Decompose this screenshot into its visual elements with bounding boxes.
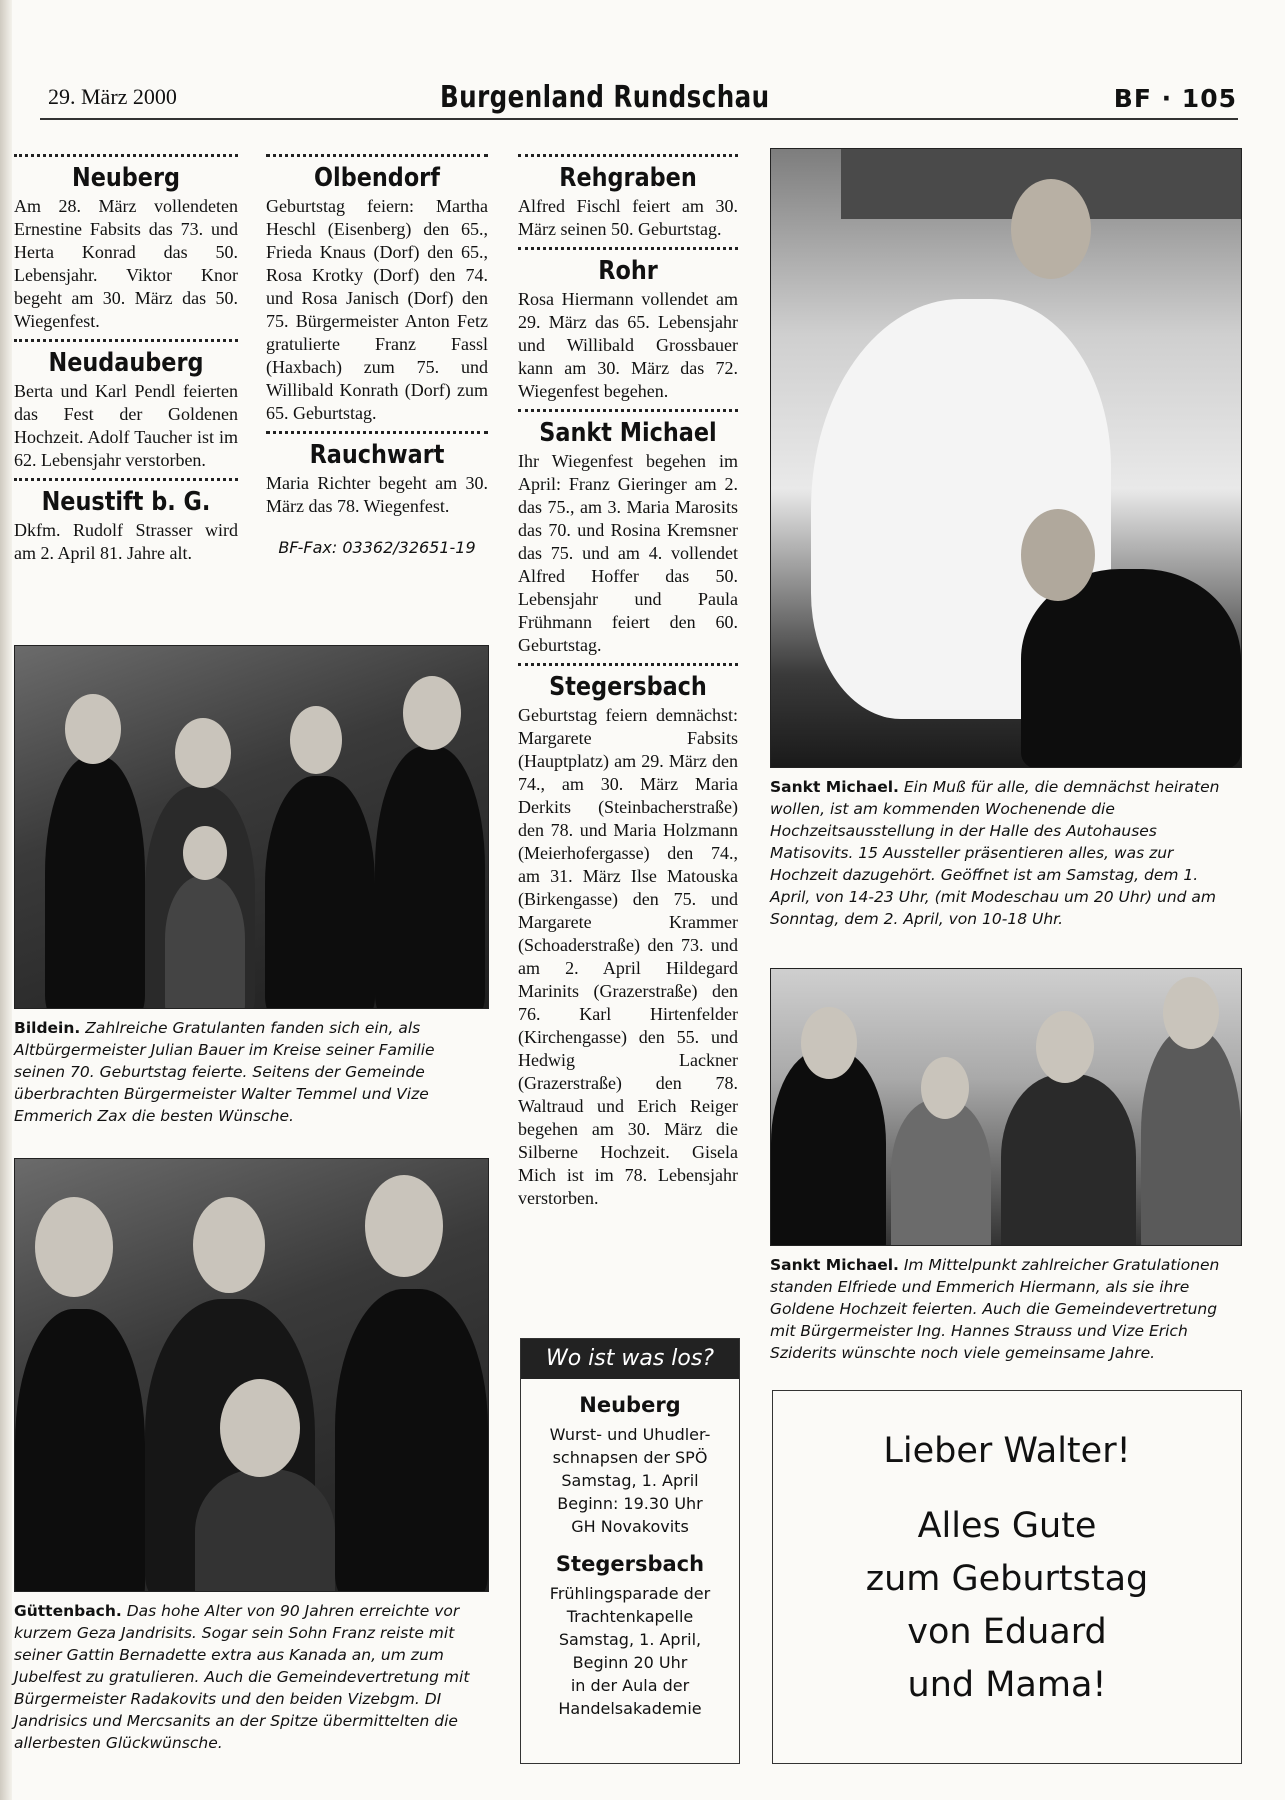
greeting-line: zum Geburtstag	[865, 1559, 1149, 1599]
events-box	[520, 1338, 740, 1764]
caption-guettenbach	[14, 1600, 487, 1754]
photo-wedding	[770, 148, 1242, 768]
section-text: Rosa Hiermann vollendet am 29. März das 65. Lebensjahr und Willibald Grossbauer kann am 30. März das 72. Wiegenfest begehen.	[518, 289, 738, 401]
page-binding-shadow	[0, 0, 12, 1800]
section-text: Berta und Karl Pendl feierten das Fest der Goldenen Hochzeit. Adolf Taucher ist im 62. Lebensjahr verstorben.	[14, 381, 238, 470]
issue-date: 29. März 2000	[48, 84, 177, 109]
section-text: Maria Richter begeht am 30. März das 78. Wiegenfest.	[266, 473, 488, 516]
section-text: Ihr Wiegenfest begehen im April: Franz Gieringer am 2. das 75., am 3. Maria Marosits das 70. und Rosina Kremsner das 75. und am 4. vollendet Alfred Hoffer das 50. Lebensjahr und Paula Frühmann feiert den 60. Geburtstag.	[518, 451, 738, 655]
greeting-line: Lieber Walter!	[883, 1431, 1131, 1471]
caption-sankt-michael-2	[770, 1254, 1240, 1364]
divider	[518, 247, 738, 250]
caption-text: Ein Muß für alle, die demnächst heiraten wollen, ist am kommenden Wochenende die Hochzeitsausstellung in der Halle des Autohauses Matisovits. 15 Aussteller präsentieren alles, was zur Hochzeit dazugehört. Geöffnet ist am Samstag, dem 1. April, von 14-23 Uhr, (mit Modeschau um 20 Uhr) und am Sonntag, dem 2. April, von 10-18 Uhr.	[770, 778, 1220, 928]
events-title: Wo ist was los?	[521, 1339, 739, 1379]
caption-place: Güttenbach.	[14, 1602, 122, 1620]
caption-text: Im Mittelpunkt zahlreicher Gratulationen standen Elfriede und Emmerich Hiermann, als sie ihre Goldene Hochzeit feierten. Auch die Gemeindevertretung mit Bürgermeister Ing. Hannes Strauss und Vize Erich Sziderits wünschte noch viele gemeinsame Jahre.	[770, 1256, 1220, 1362]
divider	[518, 154, 738, 157]
photo-golden-wedding	[770, 968, 1242, 1246]
section-heading: Stegersbach	[549, 672, 707, 702]
section-text: Dkfm. Rudolf Strasser wird am 2. April 81. Jahre alt.	[14, 520, 238, 563]
section-heading: Neuberg	[71, 163, 181, 193]
caption-text: Das hohe Alter von 90 Jahren erreichte vor kurzem Geza Jandrisits. Sogar sein Sohn Franz reiste mit seiner Gattin Bernadette extra aus Kanada an, um zum Jubelfest zu gratulieren. Auch die Gemeindevertretung mit Bürgermeister Radakovits und den beiden Vizebgm. DI Jandrisics und Mercsanits an der Spitze übermittelten die allerbesten Glückwünsche.	[14, 1602, 470, 1752]
event-text: Frühlingsparade der Trachtenkapelle Samstag, 1. April, Beginn 20 Uhr in der Aula der Handelsakademie	[549, 1584, 711, 1718]
event-place: Stegersbach	[555, 1552, 705, 1576]
section-heading: Neudauberg	[48, 348, 204, 378]
caption-place: Sankt Michael.	[770, 1256, 899, 1274]
section-heading: Rauchwart	[309, 440, 445, 470]
divider	[14, 339, 238, 342]
caption-place: Sankt Michael.	[770, 778, 899, 796]
divider	[14, 154, 238, 157]
divider	[14, 478, 238, 481]
greeting-line: Alles Gute	[917, 1506, 1097, 1546]
bf-fax: BF-Fax: 03362/32651-19	[278, 538, 476, 557]
caption-sankt-michael-1	[770, 776, 1240, 930]
event-place: Neuberg	[579, 1393, 681, 1417]
page-number: BF · 105	[1113, 84, 1237, 113]
event-text: Wurst- und Uhudler- schnapsen der SPÖ Samstag, 1. April Beginn: 19.30 Uhr GH Novakovits	[549, 1425, 711, 1536]
column-2	[266, 148, 488, 559]
divider	[518, 663, 738, 666]
section-text: Geburtstag feiern: Martha Heschl (Eisenberg) den 65., Frieda Knaus (Dorf) den 65., Rosa Krotky (Dorf) den 74. und Rosa Janisch (Dorf) den 75. Bürgermeister Anton Fetz gratulierte Franz Fassl (Haxbach) zum 75. und Willibald Konrath (Dorf) zum 65. Geburtstag.	[266, 196, 488, 423]
caption-bildein	[14, 1017, 487, 1127]
section-text: Am 28. März vollendeten Ernestine Fabsits das 73. und Herta Konrad das 50. Lebensjahr. Viktor Knor begeht am 30. März das 50. Wiegenfest.	[14, 196, 238, 331]
section-heading: Rehgraben	[559, 163, 697, 193]
photo-guettenbach	[14, 1158, 489, 1592]
column-3	[518, 148, 738, 1210]
caption-place: Bildein.	[14, 1019, 81, 1037]
newspaper-title: Burgenland Rundschau	[440, 80, 770, 115]
divider	[266, 431, 488, 434]
divider	[266, 154, 488, 157]
header-rule	[40, 118, 1238, 120]
column-1	[14, 148, 238, 565]
greeting-line: und Mama!	[907, 1665, 1107, 1705]
section-heading: Rohr	[598, 256, 658, 286]
section-heading: Olbendorf	[314, 163, 440, 193]
section-heading: Sankt Michael	[539, 418, 717, 448]
section-text: Alfred Fischl feiert am 30. März seinen 50. Geburtstag.	[518, 196, 738, 239]
section-heading: Neustift b. G.	[41, 487, 211, 517]
section-text: Geburtstag feiern demnächst: Margarete Fabsits (Hauptplatz) am 29. März den 74., am 30. März Maria Derkits (Steinbacherstraße) den 78. und Maria Holzmann (Meierhofergasse) den 74., am 31. März Ilse Matouska (Birkengasse) den 75. und Margarete Krammer (Schoaderstraße) den 73. und am 2. April Hildegard Marinits (Grazerstraße) den 76. Karl Hirtenfelder (Kirchengasse) den 55. und Hedwig Lackner (Grazerstraße) den 78. Waltraud und Erich Reiger begehen am 30. März die Silberne Hochzeit. Gisela Mich ist im 78. Lebensjahr verstorben.	[518, 705, 738, 1208]
greeting-line: von Eduard	[907, 1612, 1107, 1652]
caption-text: Zahlreiche Gratulanten fanden sich ein, als Altbürgermeister Julian Bauer im Kreise seiner Familie seinen 70. Geburtstag feierte. Seitens der Gemeinde überbrachten Bürgermeister Walter Temmel und Vize Emmerich Zax die besten Wünsche.	[14, 1019, 435, 1125]
divider	[518, 409, 738, 412]
greeting-box	[772, 1390, 1242, 1764]
photo-bildein	[14, 645, 489, 1009]
